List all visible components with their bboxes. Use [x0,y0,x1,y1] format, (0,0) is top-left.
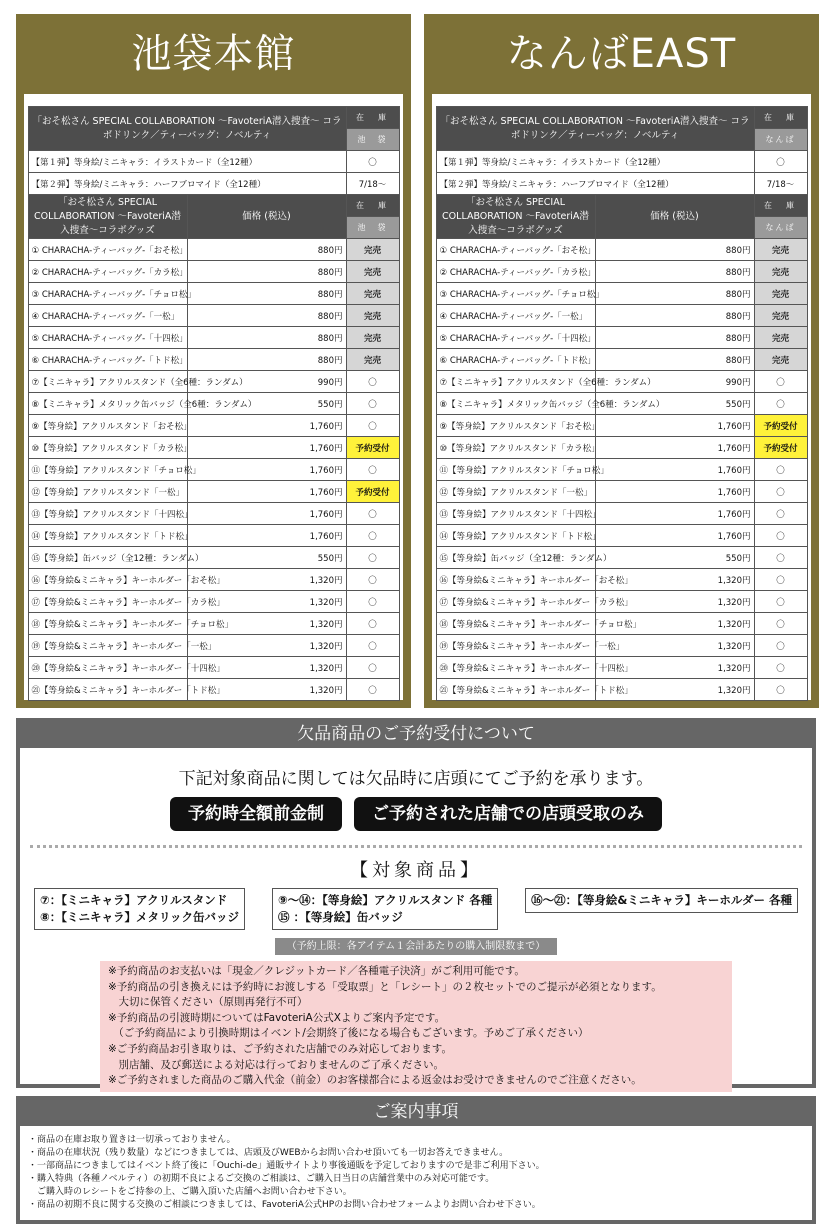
guide-list [20,1126,812,1212]
table-row [436,657,807,679]
item-name: ② CHARACHA-ティーバッグ-「カラ松」 [436,261,595,283]
table-row [28,547,399,569]
store-label: なんば [754,129,807,151]
item-price: 1,760円 [595,437,754,459]
item-name: ⑨【等身絵】アクリルスタンド「おそ松」 [28,415,187,437]
novelty-stock: 7/18〜 [346,173,399,195]
item-price: 880円 [595,261,754,283]
item-price: 1,320円 [187,613,346,635]
item-price: 1,760円 [187,415,346,437]
store-label: 池 袋 [346,217,399,239]
item-stock: 予約受付 [754,415,807,437]
item-price: 1,320円 [187,657,346,679]
item-price: 550円 [187,547,346,569]
item-price: 990円 [595,371,754,393]
table-row [436,635,807,657]
item-stock: 〇 [346,371,399,393]
note-line: ※予約商品のお支払いは「現金／クレジットカード／各種電子決済」がご利用可能です。 [108,965,525,977]
note-line: ※予約商品の引き換えには予約時にお渡しする「受取票」と「レシート」の２枚セットでのご提示が必須となります。 [108,980,662,993]
item-name: ⑪【等身絵】アクリルスタンド「チョロ松」 [436,459,595,481]
item-stock: 予約受付 [346,481,399,503]
reservation-lead: 下記対象商品に関しては欠品時に店頭にてご予約を承ります。 [178,769,654,789]
item-stock: 〇 [754,569,807,591]
item-price: 990円 [187,371,346,393]
dotted-divider [30,845,802,848]
item-name: ⑥ CHARACHA-ティーバッグ-「トド松」 [28,349,187,371]
guide-line: ご購入時のレシートをご持参の上、ご購入頂いた店舗へお問い合わせ下さい。 [28,1187,352,1197]
item-price: 550円 [595,547,754,569]
item-name: ⑱【等身絵&ミニキャラ】キーホルダー「チョロ松」 [436,613,595,635]
item-name: ⑮【等身絵】缶バッジ（全12種：ランダム） [28,547,187,569]
table-row [28,679,399,701]
item-price: 1,760円 [187,525,346,547]
table-row [436,305,807,327]
item-stock: 〇 [346,503,399,525]
item-price: 880円 [187,327,346,349]
goods-rows [436,239,807,701]
item-stock: 完売 [754,239,807,261]
stock-table-panel [432,94,811,700]
guide-section [16,1096,816,1224]
table-row [436,525,807,547]
item-name: ① CHARACHA-ティーバッグ-「おそ松」 [436,239,595,261]
targets-title: 【対象商品】 [350,860,482,881]
item-price: 1,760円 [595,503,754,525]
note-line: 大切に保管ください（原則再発行不可） [108,996,308,1009]
table-row [436,349,807,371]
novelty-stock: 〇 [346,151,399,173]
table-row [28,415,399,437]
note-line: 別店舗、及び郵送による対応は行っておりませんのご了承ください。 [108,1058,444,1071]
table-row [28,173,399,195]
item-price: 1,760円 [187,459,346,481]
item-name: ③ CHARACHA-ティーバッグ-「チョロ松」 [28,283,187,305]
target-line: ⑯〜㉑：【等身絵&ミニキャラ】キーホルダー 各種 [531,893,792,907]
item-stock: 完売 [346,349,399,371]
item-price: 880円 [595,327,754,349]
novelty-name: 【第２弾】等身絵/ミニキャラ：ハーフブロマイド（全12種） [436,173,754,195]
table-row [436,283,807,305]
item-stock: 完売 [754,349,807,371]
goods-header: 「おそ松さん SPECIAL COLLABORATION 〜FavoteriA潜入捜査〜コラボグッズ [436,195,595,239]
guide-line: ・購入特典（各種ノベルティ）の初期不良によるご交換のご相談は、ご購入日当日の店舗営業中のみ対応可能です。 [28,1174,495,1184]
item-name: ⑤ CHARACHA-ティーバッグ-「十四松」 [28,327,187,349]
item-stock: 〇 [754,371,807,393]
guide-line: ・商品の在庫お取り置きは一切承っておりません。 [28,1135,236,1145]
novelty-stock: 〇 [754,151,807,173]
item-price: 1,760円 [595,525,754,547]
stock-table-panel [24,94,403,700]
item-name: ⑯【等身絵&ミニキャラ】キーホルダー「おそ松」 [436,569,595,591]
item-name: ⑦【ミニキャラ】アクリルスタンド（全6種：ランダム） [28,371,187,393]
store-label: なんば [754,217,807,239]
table-row [28,261,399,283]
table-row [28,327,399,349]
item-stock: 〇 [754,503,807,525]
novelty-header-row [436,107,807,129]
novelty-header: 「おそ松さん SPECIAL COLLABORATION 〜FavoteriA潜入捜査〜 コラボドリンク／ティーバッグ：ノベルティ [28,107,346,151]
item-price: 1,320円 [187,635,346,657]
table-row [28,503,399,525]
item-name: ⑥ CHARACHA-ティーバッグ-「トド松」 [436,349,595,371]
target-box-mini [34,888,245,930]
purchase-limit-note: （予約上限：各アイテム１会計あたりの購入制限数まで） [275,938,557,955]
table-row [28,283,399,305]
stock-label: 在 庫 [754,195,807,217]
goods-header: 「おそ松さん SPECIAL COLLABORATION 〜FavoteriA潜入捜査〜コラボグッズ [28,195,187,239]
item-name: ⑰【等身絵&ミニキャラ】キーホルダー「カラ松」 [28,591,187,613]
stock-table [28,106,400,701]
item-price: 1,320円 [595,679,754,701]
reservation-notes [100,961,732,1092]
item-stock: 完売 [754,327,807,349]
item-name: ③ CHARACHA-ティーバッグ-「チョロ松」 [436,283,595,305]
item-name: ⑤ CHARACHA-ティーバッグ-「十四松」 [436,327,595,349]
item-stock: 〇 [754,481,807,503]
item-name: ⑦【ミニキャラ】アクリルスタンド（全6種：ランダム） [436,371,595,393]
table-row [436,371,807,393]
item-stock: 完売 [346,283,399,305]
item-name: ⑭【等身絵】アクリルスタンド「トド松」 [436,525,595,547]
target-boxes [34,888,798,930]
item-price: 880円 [595,349,754,371]
item-stock: 〇 [346,459,399,481]
item-name: ④ CHARACHA-ティーバッグ-「一松」 [28,305,187,327]
item-name: ⑭【等身絵】アクリルスタンド「トド松」 [28,525,187,547]
table-row [436,459,807,481]
item-name: ㉑【等身絵&ミニキャラ】キーホルダー「トド松」 [28,679,187,701]
store-panel-ikebukuro [16,14,411,708]
item-stock: 〇 [346,393,399,415]
table-row [436,503,807,525]
item-stock: 〇 [754,393,807,415]
item-price: 1,320円 [187,591,346,613]
store-label: 池 袋 [346,129,399,151]
reservation-section [16,718,816,1088]
table-row [28,569,399,591]
item-name: ⑬【等身絵】アクリルスタンド「十四松」 [436,503,595,525]
item-stock: 完売 [754,261,807,283]
novelty-header: 「おそ松さん SPECIAL COLLABORATION 〜FavoteriA潜入捜査〜 コラボドリンク／ティーバッグ：ノベルティ [436,107,754,151]
item-stock: 〇 [346,569,399,591]
item-name: ⑯【等身絵&ミニキャラ】キーホルダー「おそ松」 [28,569,187,591]
guide-line: ・商品の初期不良に関する交換のご相談につきましては、FavoteriA公式HPのお問い合わせフォームよりお問い合わせ下さい。 [28,1200,541,1210]
prepay-badge: 予約時全額前金制 [170,797,342,831]
pickup-badge: ご予約された店舗での店頭受取のみ [354,797,662,831]
table-row [436,239,807,261]
item-stock: 〇 [754,459,807,481]
guide-line: ・商品の在庫状況（残り数量）などにつきましては、店頭及びWEBからお問い合わせ頂いても一切お答えできません。 [28,1148,509,1158]
guide-line: ・一部商品につきましてはイベント終了後に「Ouchi-de」通販サイトより事後通販を予定しておりますので是非ご利用下さい。 [28,1161,545,1171]
item-name: ⑮【等身絵】缶バッジ（全12種：ランダム） [436,547,595,569]
item-name: ⑲【等身絵&ミニキャラ】キーホルダー「一松」 [28,635,187,657]
goods-rows [28,239,399,701]
item-price: 550円 [187,393,346,415]
note-line: ※予約商品の引渡時期についてはFavoteriA公式Xよりご案内予定です。 [108,1011,446,1024]
item-name: ⑳【等身絵&ミニキャラ】キーホルダー「十四松」 [28,657,187,679]
item-stock: 〇 [346,613,399,635]
item-stock: 〇 [346,547,399,569]
item-price: 1,320円 [595,569,754,591]
price-header: 価格 (税込) [595,195,754,239]
note-line: ※ご予約商品お引き取りは、ご予約された店舗でのみ対応しております。 [108,1042,452,1055]
novelty-name: 【第１弾】等身絵/ミニキャラ：イラストカード（全12種） [28,151,346,173]
novelty-header-row [28,107,399,129]
table-row [28,591,399,613]
table-row [436,547,807,569]
item-name: ⑳【等身絵&ミニキャラ】キーホルダー「十四松」 [436,657,595,679]
table-row [436,173,807,195]
item-price: 880円 [187,239,346,261]
table-row [28,525,399,547]
item-stock: 完売 [346,327,399,349]
table-row [28,393,399,415]
store-panel-namba [424,14,819,708]
stock-label: 在 庫 [754,107,807,129]
item-price: 880円 [595,239,754,261]
item-price: 1,320円 [595,635,754,657]
target-line: ⑧：【ミニキャラ】メタリック缶バッジ [40,910,240,924]
item-price: 880円 [187,305,346,327]
item-stock: 〇 [754,591,807,613]
table-row [28,305,399,327]
item-stock: 完売 [346,261,399,283]
table-row [28,657,399,679]
item-price: 880円 [187,261,346,283]
item-name: ㉑【等身絵&ミニキャラ】キーホルダー「トド松」 [436,679,595,701]
item-name: ⑱【等身絵&ミニキャラ】キーホルダー「チョロ松」 [28,613,187,635]
item-name: ⑰【等身絵&ミニキャラ】キーホルダー「カラ松」 [436,591,595,613]
note-line: （ご予約商品により引換時期はイベント/会期終了後になる場合もございます。予めご了承ください） [108,1027,589,1040]
item-stock: 〇 [346,635,399,657]
item-stock: 〇 [346,591,399,613]
table-row [436,591,807,613]
item-price: 1,320円 [187,569,346,591]
goods-header-row [28,195,399,217]
item-name: ⑪【等身絵】アクリルスタンド「チョロ松」 [28,459,187,481]
novelty-name: 【第２弾】等身絵/ミニキャラ：ハーフブロマイド（全12種） [28,173,346,195]
target-line: ⑦：【ミニキャラ】アクリルスタンド [40,893,228,907]
item-stock: 〇 [346,415,399,437]
item-name: ⑨【等身絵】アクリルスタンド「おそ松」 [436,415,595,437]
table-row [28,437,399,459]
table-row [436,261,807,283]
item-stock: 〇 [754,525,807,547]
item-name: ⑧【ミニキャラ】メタリック缶バッジ（全6種：ランダム） [28,393,187,415]
target-box-acrylic [272,888,498,930]
table-row [28,151,399,173]
target-line: ⑨〜⑭：【等身絵】アクリルスタンド 各種 [277,893,493,907]
item-stock: 〇 [346,657,399,679]
item-name: ② CHARACHA-ティーバッグ-「カラ松」 [28,261,187,283]
table-row [436,327,807,349]
note-line: ※ご予約されました商品のご購入代金（前金）のお客様都合による返金はお受けできませんのでご注意ください。 [108,1074,642,1087]
guide-heading: ご案内事項 [20,1100,812,1126]
item-price: 1,320円 [595,591,754,613]
table-row [436,151,807,173]
item-stock: 〇 [346,679,399,701]
item-name: ⑧【ミニキャラ】メタリック缶バッジ（全6種：ランダム） [436,393,595,415]
item-name: ⑫【等身絵】アクリルスタンド「一松」 [436,481,595,503]
item-stock: 完売 [346,305,399,327]
item-price: 550円 [595,393,754,415]
table-row [436,393,807,415]
store-title: なんばEAST [506,31,737,77]
item-stock: 〇 [754,657,807,679]
novelty-stock: 7/18〜 [754,173,807,195]
item-name: ④ CHARACHA-ティーバッグ-「一松」 [436,305,595,327]
item-price: 1,760円 [187,481,346,503]
reservation-heading: 欠品商品のご予約受付について [20,722,812,748]
stock-table [436,106,808,701]
item-price: 1,320円 [595,657,754,679]
item-stock: 完売 [346,239,399,261]
table-row [436,679,807,701]
stock-label: 在 庫 [346,195,399,217]
item-stock: 予約受付 [754,437,807,459]
item-name: ① CHARACHA-ティーバッグ-「おそ松」 [28,239,187,261]
item-stock: 〇 [754,679,807,701]
item-stock: 予約受付 [346,437,399,459]
item-stock: 〇 [346,525,399,547]
item-price: 1,760円 [187,503,346,525]
item-price: 1,760円 [187,437,346,459]
table-row [28,371,399,393]
table-row [436,481,807,503]
store-title: 池袋本館 [131,31,296,77]
item-price: 880円 [187,283,346,305]
item-price: 880円 [595,305,754,327]
item-price: 1,320円 [187,679,346,701]
table-row [28,613,399,635]
item-price: 1,320円 [595,613,754,635]
novelty-name: 【第１弾】等身絵/ミニキャラ：イラストカード（全12種） [436,151,754,173]
table-row [436,437,807,459]
item-stock: 〇 [754,635,807,657]
item-price: 880円 [595,283,754,305]
item-price: 1,760円 [595,415,754,437]
item-stock: 完売 [754,283,807,305]
table-row [436,613,807,635]
item-price: 1,760円 [595,459,754,481]
table-row [28,349,399,371]
table-row [436,415,807,437]
item-name: ⑩【等身絵】アクリルスタンド「カラ松」 [28,437,187,459]
reservation-conditions [20,797,812,831]
table-row [28,481,399,503]
item-name: ⑫【等身絵】アクリルスタンド「一松」 [28,481,187,503]
item-name: ⑲【等身絵&ミニキャラ】キーホルダー「一松」 [436,635,595,657]
target-line: ⑮ ：【等身絵】缶バッジ [277,910,403,924]
table-row [28,635,399,657]
target-box-keyholder [525,888,798,913]
item-price: 1,760円 [595,481,754,503]
stock-label: 在 庫 [346,107,399,129]
goods-header-row [436,195,807,217]
item-price: 880円 [187,349,346,371]
table-row [436,569,807,591]
table-row [28,239,399,261]
item-stock: 〇 [754,547,807,569]
item-stock: 〇 [754,613,807,635]
item-name: ⑩【等身絵】アクリルスタンド「カラ松」 [436,437,595,459]
item-stock: 完売 [754,305,807,327]
price-header: 価格 (税込) [187,195,346,239]
item-name: ⑬【等身絵】アクリルスタンド「十四松」 [28,503,187,525]
table-row [28,459,399,481]
